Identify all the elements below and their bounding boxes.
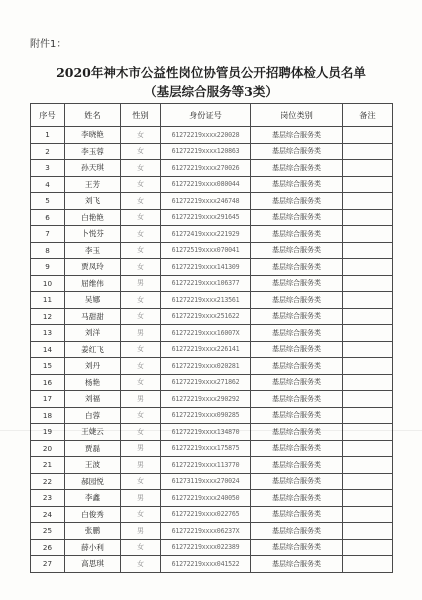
- person-name: 马甜甜: [65, 308, 121, 325]
- gender: 男: [121, 275, 161, 292]
- note: [343, 275, 393, 292]
- job-category: 基层综合服务类: [251, 523, 343, 540]
- job-category: 基层综合服务类: [251, 292, 343, 309]
- job-category: 基层综合服务类: [251, 193, 343, 210]
- person-name: 刘洋: [65, 325, 121, 342]
- person-name: 白俊秀: [65, 506, 121, 523]
- row-number: 5: [31, 193, 65, 210]
- person-name: 王波: [65, 457, 121, 474]
- note: [343, 341, 393, 358]
- table-row: [31, 127, 393, 144]
- job-category: 基层综合服务类: [251, 490, 343, 507]
- table-row: [31, 209, 393, 226]
- table-row: [31, 143, 393, 160]
- gender: 女: [121, 226, 161, 243]
- table-row: [31, 424, 393, 441]
- candidate-table: [30, 103, 393, 573]
- row-number: 2: [31, 143, 65, 160]
- header-name: 姓名: [65, 104, 121, 127]
- gender: 女: [121, 308, 161, 325]
- header-gender: 性别: [121, 104, 161, 127]
- note: [343, 424, 393, 441]
- person-name: 贾磊: [65, 440, 121, 457]
- gender: 女: [121, 259, 161, 276]
- row-number: 12: [31, 308, 65, 325]
- id-number: 61272219xxxx240050: [161, 490, 251, 507]
- note: [343, 457, 393, 474]
- note: [343, 143, 393, 160]
- person-name: 白艳艳: [65, 209, 121, 226]
- job-category: 基层综合服务类: [251, 242, 343, 259]
- gender: 女: [121, 556, 161, 573]
- row-number: 7: [31, 226, 65, 243]
- table-row: [31, 325, 393, 342]
- gender: 女: [121, 539, 161, 556]
- job-category: 基层综合服务类: [251, 407, 343, 424]
- id-number: 61272219xxxx246748: [161, 193, 251, 210]
- note: [343, 490, 393, 507]
- note: [343, 440, 393, 457]
- table-row: [31, 292, 393, 309]
- id-number: 61272219xxxx251622: [161, 308, 251, 325]
- gender: 女: [121, 127, 161, 144]
- person-name: 吴娜: [65, 292, 121, 309]
- note: [343, 193, 393, 210]
- id-number: 61272219xxxx175875: [161, 440, 251, 457]
- job-category: 基层综合服务类: [251, 226, 343, 243]
- table-row: [31, 391, 393, 408]
- row-number: 21: [31, 457, 65, 474]
- note: [343, 160, 393, 177]
- note: [343, 127, 393, 144]
- table-row: [31, 341, 393, 358]
- id-number: 61272419xxxx221929: [161, 226, 251, 243]
- note: [343, 209, 393, 226]
- person-name: 白蓉: [65, 407, 121, 424]
- id-number: 61272219xxxx120863: [161, 143, 251, 160]
- gender: 男: [121, 440, 161, 457]
- gender: 男: [121, 490, 161, 507]
- note: [343, 539, 393, 556]
- id-number: 61272219xxxx226141: [161, 341, 251, 358]
- attachment-label: 附件1：: [30, 39, 67, 50]
- gender: 女: [121, 242, 161, 259]
- header-no: 序号: [31, 104, 65, 127]
- job-category: 基层综合服务类: [251, 308, 343, 325]
- table-row: [31, 440, 393, 457]
- job-category: 基层综合服务类: [251, 259, 343, 276]
- table-row: [31, 374, 393, 391]
- id-number: 61272219xxxx220028: [161, 127, 251, 144]
- gender: 女: [121, 506, 161, 523]
- job-category: 基层综合服务类: [251, 506, 343, 523]
- table-row: [31, 226, 393, 243]
- note: [343, 226, 393, 243]
- person-name: 王婕云: [65, 424, 121, 441]
- gender: 女: [121, 160, 161, 177]
- person-name: 高思琪: [65, 556, 121, 573]
- gender: 男: [121, 325, 161, 342]
- job-category: 基层综合服务类: [251, 176, 343, 193]
- row-number: 19: [31, 424, 65, 441]
- job-category: 基层综合服务类: [251, 358, 343, 375]
- gender: 女: [121, 209, 161, 226]
- id-number: 61272219xxxx213561: [161, 292, 251, 309]
- person-name: 卜悦芬: [65, 226, 121, 243]
- id-number: 61272219xxxx090285: [161, 407, 251, 424]
- gender: 女: [121, 473, 161, 490]
- note: [343, 556, 393, 573]
- id-number: 61272219xxxx270026: [161, 160, 251, 177]
- paper-fold: [0, 430, 422, 431]
- note: [343, 473, 393, 490]
- job-category: 基层综合服务类: [251, 275, 343, 292]
- gender: 女: [121, 374, 161, 391]
- job-category: 基层综合服务类: [251, 556, 343, 573]
- note: [343, 308, 393, 325]
- note: [343, 391, 393, 408]
- row-number: 10: [31, 275, 65, 292]
- row-number: 4: [31, 176, 65, 193]
- person-name: 李玉蓉: [65, 143, 121, 160]
- gender: 女: [121, 341, 161, 358]
- id-number: 61272219xxxx134870: [161, 424, 251, 441]
- table-row: [31, 473, 393, 490]
- table-row: [31, 259, 393, 276]
- row-number: 22: [31, 473, 65, 490]
- person-name: 姜红飞: [65, 341, 121, 358]
- table-row: [31, 308, 393, 325]
- person-name: 李晓艳: [65, 127, 121, 144]
- row-number: 25: [31, 523, 65, 540]
- row-number: 16: [31, 374, 65, 391]
- job-category: 基层综合服务类: [251, 457, 343, 474]
- gender: 女: [121, 358, 161, 375]
- id-number: 61272219xxxx290292: [161, 391, 251, 408]
- header-id: 身份证号: [161, 104, 251, 127]
- table-row: [31, 358, 393, 375]
- note: [343, 523, 393, 540]
- person-name: 杨艳: [65, 374, 121, 391]
- id-number: 61272219xxxx022389: [161, 539, 251, 556]
- gender: 女: [121, 193, 161, 210]
- row-number: 26: [31, 539, 65, 556]
- gender: 女: [121, 292, 161, 309]
- id-number: 61272219xxxx06237X: [161, 523, 251, 540]
- row-number: 8: [31, 242, 65, 259]
- job-category: 基层综合服务类: [251, 473, 343, 490]
- note: [343, 176, 393, 193]
- row-number: 14: [31, 341, 65, 358]
- person-name: 薛小利: [65, 539, 121, 556]
- id-number: 61272219xxxx080044: [161, 176, 251, 193]
- table-row: [31, 539, 393, 556]
- row-number: 9: [31, 259, 65, 276]
- job-category: 基层综合服务类: [251, 374, 343, 391]
- person-name: 张鹏: [65, 523, 121, 540]
- table-row: [31, 490, 393, 507]
- id-number: 61272219xxxx020281: [161, 358, 251, 375]
- job-category: 基层综合服务类: [251, 209, 343, 226]
- table-row: [31, 523, 393, 540]
- job-category: 基层综合服务类: [251, 341, 343, 358]
- person-name: 刘飞: [65, 193, 121, 210]
- id-number: 61272519xxxx070041: [161, 242, 251, 259]
- person-name: 屈维伟: [65, 275, 121, 292]
- row-number: 23: [31, 490, 65, 507]
- header-category: 岗位类别: [251, 104, 343, 127]
- id-number: 61272219xxxx113770: [161, 457, 251, 474]
- table-row: [31, 176, 393, 193]
- person-name: 李玉: [65, 242, 121, 259]
- note: [343, 242, 393, 259]
- row-number: 13: [31, 325, 65, 342]
- person-name: 孙天琪: [65, 160, 121, 177]
- job-category: 基层综合服务类: [251, 325, 343, 342]
- person-name: 贾凤玲: [65, 259, 121, 276]
- table-row: [31, 275, 393, 292]
- row-number: 17: [31, 391, 65, 408]
- page-title: 2020年神木市公益性岗位协管员公开招聘体检人员名单: [56, 65, 366, 80]
- person-name: 王芳: [65, 176, 121, 193]
- gender: 女: [121, 176, 161, 193]
- gender: 女: [121, 143, 161, 160]
- person-name: 李鑫: [65, 490, 121, 507]
- note: [343, 325, 393, 342]
- note: [343, 374, 393, 391]
- job-category: 基层综合服务类: [251, 424, 343, 441]
- table-row: [31, 457, 393, 474]
- note: [343, 292, 393, 309]
- id-number: 61273119xxxx270024: [161, 473, 251, 490]
- page-subtitle: （基层综合服务等3类）: [144, 84, 278, 99]
- table-row: [31, 193, 393, 210]
- id-number: 61272219xxxx022765: [161, 506, 251, 523]
- row-number: 3: [31, 160, 65, 177]
- job-category: 基层综合服务类: [251, 539, 343, 556]
- table-row: [31, 242, 393, 259]
- job-category: 基层综合服务类: [251, 391, 343, 408]
- note: [343, 358, 393, 375]
- table-row: [31, 160, 393, 177]
- id-number: 61272219xxxx041522: [161, 556, 251, 573]
- table-header-row: [31, 104, 393, 127]
- row-number: 27: [31, 556, 65, 573]
- id-number: 61272219xxxx271862: [161, 374, 251, 391]
- id-number: 61272219xxxx16007X: [161, 325, 251, 342]
- note: [343, 407, 393, 424]
- row-number: 24: [31, 506, 65, 523]
- row-number: 15: [31, 358, 65, 375]
- row-number: 20: [31, 440, 65, 457]
- header-note: 备注: [343, 104, 393, 127]
- row-number: 18: [31, 407, 65, 424]
- note: [343, 506, 393, 523]
- note: [343, 259, 393, 276]
- person-name: 刘丹: [65, 358, 121, 375]
- id-number: 61272219xxxx291645: [161, 209, 251, 226]
- person-name: 刘福: [65, 391, 121, 408]
- job-category: 基层综合服务类: [251, 127, 343, 144]
- id-number: 61272219xxxx106377: [161, 275, 251, 292]
- gender: 男: [121, 457, 161, 474]
- job-category: 基层综合服务类: [251, 440, 343, 457]
- job-category: 基层综合服务类: [251, 160, 343, 177]
- table-row: [31, 407, 393, 424]
- id-number: 61272219xxxx141309: [161, 259, 251, 276]
- table-row: [31, 506, 393, 523]
- table-row: [31, 556, 393, 573]
- row-number: 11: [31, 292, 65, 309]
- gender: 女: [121, 407, 161, 424]
- row-number: 1: [31, 127, 65, 144]
- gender: 男: [121, 523, 161, 540]
- gender: 男: [121, 391, 161, 408]
- row-number: 6: [31, 209, 65, 226]
- gender: 女: [121, 424, 161, 441]
- job-category: 基层综合服务类: [251, 143, 343, 160]
- person-name: 郝园悦: [65, 473, 121, 490]
